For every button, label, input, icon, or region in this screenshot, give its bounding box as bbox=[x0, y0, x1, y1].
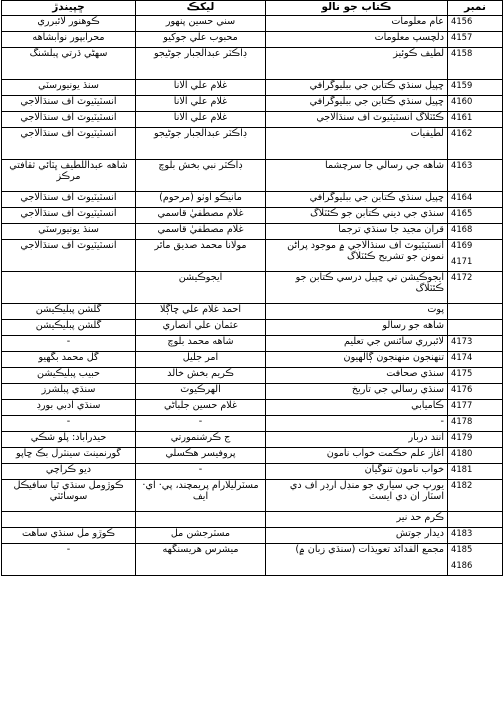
table-row bbox=[2, 32, 503, 48]
book-author: مسٽرجشن مل bbox=[136, 528, 266, 544]
book-publisher: انسٽيٽيوٽ آف سنڌالاجي bbox=[2, 112, 136, 128]
header-number: نمبر bbox=[448, 1, 503, 16]
entry-number: 4156 bbox=[448, 16, 503, 32]
book-title: سنڌي صحافت bbox=[266, 368, 448, 384]
table-row bbox=[2, 400, 503, 416]
table-row bbox=[2, 352, 503, 368]
entry-number: 4179 bbox=[448, 432, 503, 448]
table-row bbox=[2, 304, 503, 320]
book-publisher: شاهه عبداللطيف ڀٽائي ثقافتي مرڪز bbox=[2, 160, 136, 192]
book-publisher: گورنمينٽ سينٽرل بڪ ڇاپو bbox=[2, 448, 136, 464]
book-title: سنڌي جي ديني ڪتابن جو ڪئٽلاگ bbox=[266, 208, 448, 224]
book-title: ڇپيل سنڌي ڪتابن جي ببليوگرافي bbox=[266, 80, 448, 96]
entry-number: 4176 bbox=[448, 384, 503, 400]
entry-number: 4175 bbox=[448, 368, 503, 384]
book-title: پوت bbox=[266, 304, 448, 320]
book-author: مانيڪو اوٺو (مرحوم) bbox=[136, 192, 266, 208]
book-publisher: انسٽيٽيوٽ آف سنڌالاجي bbox=[2, 96, 136, 112]
table-row bbox=[2, 528, 503, 544]
book-author: غلام علي الانا bbox=[136, 96, 266, 112]
book-title: ڇپيل سنڌي ڪتابن جي ببليوگرافي bbox=[266, 192, 448, 208]
book-author: غلام علي الانا bbox=[136, 112, 266, 128]
book-publisher: ڪوڙو مل سنڌي ساهت bbox=[2, 528, 136, 544]
book-publisher: گل محمد بگهيو bbox=[2, 352, 136, 368]
entry-number bbox=[448, 320, 503, 336]
book-publisher: محرابپور نوابشاهه bbox=[2, 32, 136, 48]
book-author: احمد غلام علي ڇاڳلا bbox=[136, 304, 266, 320]
entry-number: 4160 bbox=[448, 96, 503, 112]
header-title: ڪتاب جو نالو bbox=[266, 1, 448, 16]
book-publisher: - bbox=[2, 544, 136, 576]
entry-number: 4181 bbox=[448, 464, 503, 480]
entry-number: 4183 bbox=[448, 528, 503, 544]
table-row bbox=[2, 48, 503, 80]
entry-number: 4174 bbox=[448, 352, 503, 368]
book-publisher: سنڌي ادبي بورڊ bbox=[2, 400, 136, 416]
entry-number: 4158 bbox=[448, 48, 503, 80]
book-title: ڪرم حد نير bbox=[266, 512, 448, 528]
entry-number: 4177 bbox=[448, 400, 503, 416]
entry-number bbox=[448, 304, 503, 320]
book-title: سنڌي رسالي جي تاريخ bbox=[266, 384, 448, 400]
book-publisher: انسٽيٽيوٽ آف سنڌالاجي bbox=[2, 208, 136, 224]
book-author: مولانا محمد صديق مائر bbox=[136, 240, 266, 272]
book-catalog-table bbox=[1, 0, 503, 576]
book-author: ج ڪرشنمورتي bbox=[136, 432, 266, 448]
book-title: لائبرري سائنس جي تعليم bbox=[266, 336, 448, 352]
entry-number: 4180 bbox=[448, 448, 503, 464]
table-row bbox=[2, 208, 503, 224]
book-title: ڇپيل سنڌي ڪتابن جي ببليوگرافي bbox=[266, 96, 448, 112]
header-author: ليکڪ bbox=[136, 1, 266, 16]
table-row bbox=[2, 544, 503, 576]
entry-number: 4164 bbox=[448, 192, 503, 208]
book-title: لطيفيات bbox=[266, 128, 448, 160]
book-publisher: سنڌي پبلشرز bbox=[2, 384, 136, 400]
entry-number: 4157 bbox=[448, 32, 503, 48]
table-row bbox=[2, 512, 503, 528]
table-row bbox=[2, 96, 503, 112]
book-publisher: - bbox=[2, 336, 136, 352]
book-publisher bbox=[2, 512, 136, 528]
entry-number: 4185 4186 bbox=[448, 544, 503, 576]
entry-number bbox=[448, 512, 503, 528]
book-publisher: سهڻي ڌرتي پبلشنگ bbox=[2, 48, 136, 80]
book-author: الهرڪيوٽ bbox=[136, 384, 266, 400]
book-publisher: سنڌ يونيورسٽي bbox=[2, 224, 136, 240]
book-title: ڪئٽلاگ انسٽيٽيوٽ آف سنڌالاجي bbox=[266, 112, 448, 128]
table-row bbox=[2, 272, 503, 304]
entry-number: 4162 bbox=[448, 128, 503, 160]
book-author: امر جليل bbox=[136, 352, 266, 368]
table-row bbox=[2, 368, 503, 384]
entry-number: 4165 bbox=[448, 208, 503, 224]
catalog-body bbox=[2, 16, 503, 576]
book-author: غلام مصطفيٰ قاسمي bbox=[136, 208, 266, 224]
table-row bbox=[2, 320, 503, 336]
entry-number: 4178 bbox=[448, 416, 503, 432]
book-author: سني حسين پنهور bbox=[136, 16, 266, 32]
book-publisher: انسٽيٽيوٽ آف سنڌالاجي bbox=[2, 240, 136, 272]
book-author: پروفيسر هڪسلي bbox=[136, 448, 266, 464]
book-author: غلام حسين جلباڻي bbox=[136, 400, 266, 416]
book-author: محبوب علي جوکيو bbox=[136, 32, 266, 48]
entry-number: 4159 bbox=[448, 80, 503, 96]
entry-number: 4173 bbox=[448, 336, 503, 352]
table-row bbox=[2, 416, 503, 432]
book-publisher: انسٽيٽيوٽ آف سنڌالاجي bbox=[2, 192, 136, 208]
book-publisher: گلشن پبليڪيشن bbox=[2, 320, 136, 336]
book-author: غلام مصطفيٰ قاسمي bbox=[136, 224, 266, 240]
book-publisher bbox=[2, 272, 136, 304]
entry-number: 4169 4171 bbox=[448, 240, 503, 272]
header-row bbox=[2, 1, 503, 16]
book-author: - bbox=[136, 464, 266, 480]
book-title: شاهه جي رسالي جا سرچشما bbox=[266, 160, 448, 192]
book-title: - bbox=[266, 416, 448, 432]
table-row bbox=[2, 112, 503, 128]
book-title: لطيف ڪوئيز bbox=[266, 48, 448, 80]
table-row bbox=[2, 384, 503, 400]
book-title: شاهه جو رسالو bbox=[266, 320, 448, 336]
book-publisher: ديو ڪراچي bbox=[2, 464, 136, 480]
table-row bbox=[2, 16, 503, 32]
entry-number: 4168 bbox=[448, 224, 503, 240]
table-row bbox=[2, 448, 503, 464]
book-author: غلام علي الانا bbox=[136, 80, 266, 96]
header-publisher: ڇپيندڙ bbox=[2, 1, 136, 16]
table-row bbox=[2, 80, 503, 96]
book-author: ايجوڪيشن bbox=[136, 272, 266, 304]
book-title: عام معلومات bbox=[266, 16, 448, 32]
book-publisher: سنڌ يونيورسٽي bbox=[2, 80, 136, 96]
book-author: مسٽرليلارام پريمچند، پي· اي· ايف bbox=[136, 480, 266, 512]
book-author: ڪريم بخش خالد bbox=[136, 368, 266, 384]
book-publisher: حيدرآباد: پلو شڪي bbox=[2, 432, 136, 448]
book-title: آغاز علم حڪمت خواب نامون bbox=[266, 448, 448, 464]
book-title: ايجوڪيشن تي ڇپيل درسي ڪتابن جو ڪئٽلاگ bbox=[266, 272, 448, 304]
book-title: مجمع الفدائد تعويذات (سنڌي زبان ۾) bbox=[266, 544, 448, 576]
table-row bbox=[2, 432, 503, 448]
book-publisher: انسٽيٽيوٽ آف سنڌالاجي bbox=[2, 128, 136, 160]
table-row bbox=[2, 224, 503, 240]
book-author: - bbox=[136, 416, 266, 432]
book-title: خواب نامون تنوگيان bbox=[266, 464, 448, 480]
book-title: تنهنجون منهنجون ڳالهيون bbox=[266, 352, 448, 368]
entry-number: 4163 bbox=[448, 160, 503, 192]
book-author bbox=[136, 512, 266, 528]
book-title: قرآن مجيد جا سنڌي ترجما bbox=[266, 224, 448, 240]
book-publisher: - bbox=[2, 416, 136, 432]
table-row bbox=[2, 192, 503, 208]
book-publisher: گلشن پبليڪيشن bbox=[2, 304, 136, 320]
entry-number: 4172 bbox=[448, 272, 503, 304]
table-row bbox=[2, 128, 503, 160]
book-publisher: ڪوڙومل سنڌي ٿيا سافيڪل سوسائٽي bbox=[2, 480, 136, 512]
book-title: ديدار جوتش bbox=[266, 528, 448, 544]
book-title: انسٽيٽيوٽ آف سنڌالاجي ۾ موجود پراڻن نمونن جو تشريح ڪئٽلاگ bbox=[266, 240, 448, 272]
book-publisher: ڪوهنور لائبرري bbox=[2, 16, 136, 32]
entry-number: 4161 bbox=[448, 112, 503, 128]
book-title: دلچسپ معلومات bbox=[266, 32, 448, 48]
book-publisher: حبيب پبليڪيشن bbox=[2, 368, 136, 384]
book-author: عثمان علي انصاري bbox=[136, 320, 266, 336]
book-title: آنند دربار bbox=[266, 432, 448, 448]
book-author: ميشرس هريسنگهه bbox=[136, 544, 266, 576]
book-title: يورپ جي سياري جو منڊل آرڊر آف دي اسٽار ان دي ايسٽ bbox=[266, 480, 448, 512]
table-row bbox=[2, 336, 503, 352]
book-author: ڊاڪٽر نبي بخش بلوچ bbox=[136, 160, 266, 192]
book-author: شاهه محمد بلوچ bbox=[136, 336, 266, 352]
entry-number: 4182 bbox=[448, 480, 503, 512]
book-title: ڪاميابي bbox=[266, 400, 448, 416]
table-row bbox=[2, 464, 503, 480]
book-author: ڊاڪٽر عبدالجبار جوڻيجو bbox=[136, 48, 266, 80]
book-author: ڊاڪٽر عبدالجبار جوڻيجو bbox=[136, 128, 266, 160]
table-row bbox=[2, 240, 503, 272]
table-row bbox=[2, 160, 503, 192]
table-row bbox=[2, 480, 503, 512]
